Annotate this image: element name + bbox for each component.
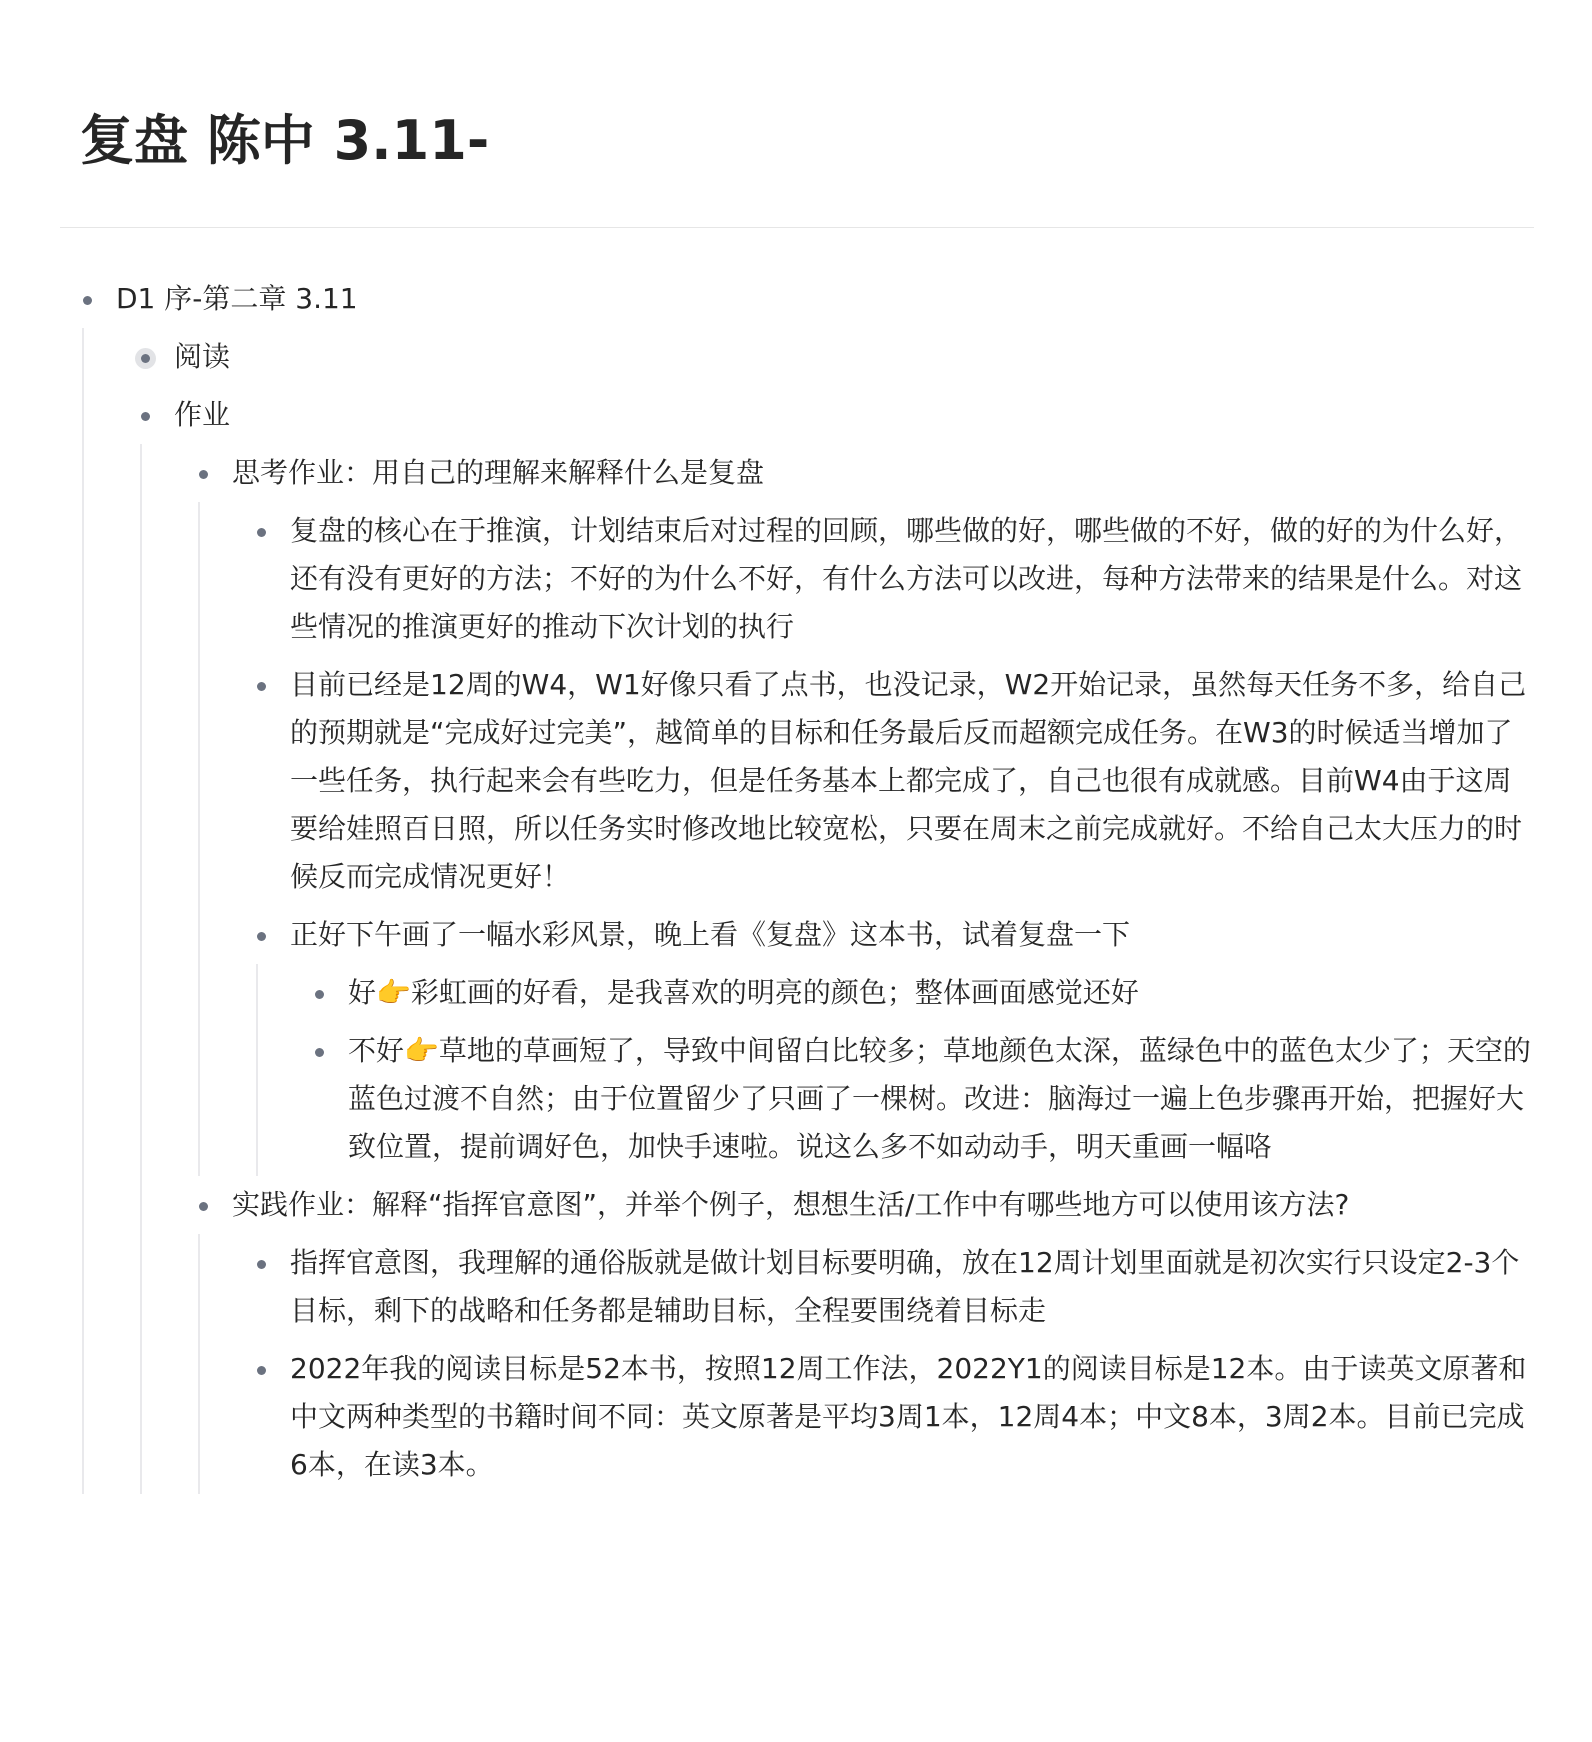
outline-item	[176, 444, 1534, 1176]
outline-item	[234, 906, 1534, 1176]
outline-item-row[interactable]	[60, 270, 1534, 328]
outline-root-list	[60, 270, 1534, 1494]
bullet-icon[interactable]	[83, 296, 92, 305]
page-title[interactable]: 复盘 陈中 3.11-	[80, 109, 490, 172]
bullet-icon[interactable]	[257, 528, 266, 537]
bullet-icon[interactable]	[257, 682, 266, 691]
outline-item-text[interactable]: 2022年我的阅读目标是52本书，按照12周工作法，2022Y1的阅读目标是12本。由于读英文原著和中文两种类型的书籍时间不同：英文原著是平均3周1本，12周4本；中文8本，3周2本。目前已完成6本，在读3本。	[290, 1352, 1527, 1481]
outline-item-text[interactable]: 指挥官意图，我理解的通俗版就是做计划目标要明确，放在12周计划里面就是初次实行只设定2-3个目标，剩下的战略和任务都是辅助目标，全程要围绕着目标走	[290, 1246, 1520, 1327]
outline-item-row[interactable]	[234, 502, 1534, 656]
bullet-icon[interactable]	[257, 1366, 266, 1375]
bullet-icon[interactable]	[141, 412, 150, 421]
outline-item-row[interactable]	[292, 964, 1534, 1022]
bullet-icon[interactable]	[315, 1048, 324, 1057]
outline-item-text[interactable]: 目前已经是12周的W4，W1好像只看了点书，也没记录，W2开始记录，虽然每天任务不多，给自己的预期就是“完成好过完美”，越简单的目标和任务最后反而超额完成任务。在W3的时候适当增加了一些任务，执行起来会有些吃力，但是任务基本上都完成了，自己也很有成就感。目前W4由于这周要给娃照百日照，所以任务实时修改地比较宽松，只要在周末之前完成就好。不给自己太大压力的时候反而完成情况更好！	[290, 668, 1527, 893]
outline-item	[292, 964, 1534, 1022]
outline-item	[60, 270, 1534, 1494]
outline-item	[292, 1022, 1534, 1176]
outline-item	[234, 502, 1534, 656]
bullet-icon[interactable]	[257, 1260, 266, 1269]
outline-children	[82, 328, 1534, 1494]
outline-children	[256, 964, 1534, 1176]
bullet-icon[interactable]	[257, 932, 266, 941]
outline-children	[198, 502, 1534, 1176]
outline-item-row[interactable]	[234, 906, 1534, 964]
outline-item-text[interactable]: 正好下午画了一幅水彩风景，晚上看《复盘》这本书，试着复盘一下	[290, 918, 1131, 951]
bullet-icon[interactable]	[199, 470, 208, 479]
outline-children	[140, 444, 1534, 1494]
outline-item-row[interactable]	[176, 444, 1534, 502]
outline-item	[118, 328, 1534, 386]
outline-item-row[interactable]	[118, 386, 1534, 444]
bullet-icon[interactable]	[315, 990, 324, 999]
title-divider	[60, 227, 1534, 228]
outline-item	[176, 1176, 1534, 1494]
outline-item-row[interactable]	[176, 1176, 1534, 1234]
outline-item	[234, 656, 1534, 906]
outline-item	[118, 386, 1534, 1494]
outline-item-text[interactable]: 实践作业：解释“指挥官意图”，并举个例子，想想生活/工作中有哪些地方可以使用该方法?	[232, 1188, 1350, 1221]
outline-item	[234, 1234, 1534, 1340]
outline-item-row[interactable]	[234, 656, 1534, 906]
outline-item-text[interactable]: 作业	[174, 398, 231, 431]
collapsed-bullet-icon[interactable]	[135, 348, 156, 369]
outline-item-text[interactable]: 阅读	[174, 340, 231, 373]
outline-item-text[interactable]: D1 序-第二章 3.11	[116, 282, 358, 315]
outline-tree	[60, 270, 1534, 1494]
outline-item-text[interactable]: 复盘的核心在于推演，计划结束后对过程的回顾，哪些做的好，哪些做的不好，做的好的为什么好，还有没有更好的方法；不好的为什么不好，有什么方法可以改进，每种方法带来的结果是什么。对这些情况的推演更好的推动下次计划的执行	[290, 514, 1523, 643]
outline-item-row[interactable]	[234, 1340, 1534, 1494]
outline-item-text[interactable]: 好👉彩虹画的好看，是我喜欢的明亮的颜色；整体画面感觉还好	[348, 976, 1139, 1009]
outline-item-row[interactable]	[234, 1234, 1534, 1340]
outline-item-text[interactable]: 不好👉草地的草画短了，导致中间留白比较多；草地颜色太深，蓝绿色中的蓝色太少了；天空的蓝色过渡不自然；由于位置留少了只画了一棵树。改进：脑海过一遍上色步骤再开始，把握好大致位置，提前调好色，加快手速啦。说这么多不如动动手，明天重画一幅咯	[348, 1034, 1531, 1163]
outline-item-row[interactable]	[118, 328, 1534, 386]
outline-children	[198, 1234, 1534, 1494]
bullet-icon[interactable]	[199, 1202, 208, 1211]
outline-item-text[interactable]: 思考作业：用自己的理解来解释什么是复盘	[232, 456, 765, 489]
outline-item	[234, 1340, 1534, 1494]
outline-item-row[interactable]	[292, 1022, 1534, 1176]
